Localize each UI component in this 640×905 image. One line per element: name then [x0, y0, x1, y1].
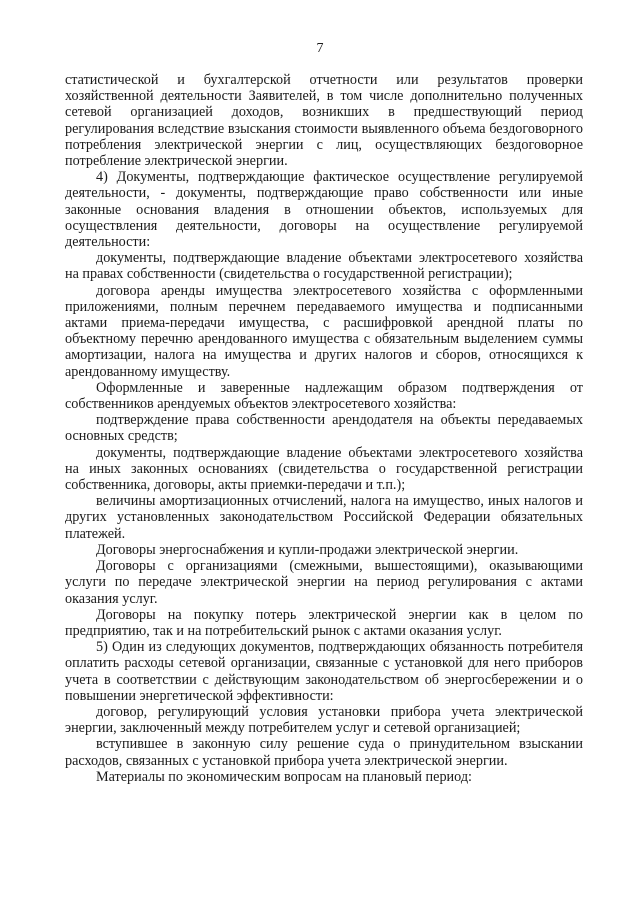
- paragraph-economic-materials: Материалы по экономическим вопросам на плановый период:: [96, 768, 472, 785]
- page-number: 7: [316, 41, 324, 56]
- paragraph-item-4: 4) Документы, подтверждающие фактическое осуществление регулируемой деятельности, - документы, подтверждающие право собственности или иные законные основания владения в отношении объектов, используемых для осуществления деятельности, договоры на осуществление регулируемой деятельности:: [65, 169, 583, 251]
- paragraph-ownership-documents: документы, подтверждающие владение объектами электросетевого хозяйства на правах собственности (свидетельства о государственной регистрации);: [65, 250, 583, 283]
- paragraph-lease-agreements: договора аренды имущества электросетевого хозяйства с оформленными приложениями, полным перечнем передаваемого имущества и подписанными актами приема-передачи имущества, с расшифровкой арендной платы по объектному перечню арендованного имущества с обязательным выделением суммы амортизации, налога на имущества и других налогов и сборов, относящихся к арендованному имуществу.: [65, 282, 583, 380]
- document-body: [65, 72, 583, 785]
- paragraph-continuation: статистической и бухгалтерской отчетности или результатов проверки хозяйственной деятельности Заявителей, в том числе дополнительно полученных сетевой организацией доходов, возникших в предшествующий период регулирования вследствие взыскания стоимости выявленного объема бездоговорного потребления электрической энергии с лиц, осуществляющих бездоговорное потребление электрической энергии.: [65, 72, 583, 170]
- paragraph-meter-contract: договор, регулирующий условия установки прибора учета электрической энергии, заключенный между потребителем услуг и сетевой организацией;: [65, 703, 583, 737]
- paragraph-transmission-contracts: Договоры с организациями (смежными, вышестоящими), оказывающими услуги по передаче электрической энергии на период регулирования с актами оказания услуг.: [65, 558, 583, 607]
- paragraph-energy-supply-contracts: Договоры энергоснабжения и купли-продажи электрической энергии.: [96, 541, 519, 558]
- paragraph-item-5: 5) Один из следующих документов, подтверждающих обязанность потребителя оплатить расходы сетевой организации, связанные с установкой для него приборов учета в соответствии с действующим законодательством об энергосбережении и о повышении энергетической эффективности:: [65, 639, 583, 704]
- paragraph-court-decision: вступившее в законную силу решение суда о принудительном взыскании расходов, связанных с установкой прибора учета электрической энергии.: [65, 736, 583, 769]
- paragraph-other-legal-grounds: документы, подтверждающие владение объектами электросетевого хозяйства на иных законных основаниях (свидетельства о государственной регистрации собственника, договоры, акты приемки-передачи и т.п.);: [65, 444, 583, 494]
- paragraph-property-confirmation: подтверждение права собственности арендодателя на объекты передаваемых основных средств;: [65, 412, 583, 445]
- paragraph-losses-contracts: Договоры на покупку потерь электрической энергии как в целом по предприятию, так и на потребительский рынок с актами оказания услуг.: [65, 606, 583, 639]
- paragraph-depreciation-taxes: величины амортизационных отчислений, налога на имущество, иных налогов и других установленных законодательством Российской Федерации обязательных платежей.: [65, 493, 583, 542]
- paragraph-owner-confirmations: Оформленные и заверенные надлежащим образом подтверждения от собственников арендуемых объектов электросетевого хозяйства:: [65, 379, 583, 413]
